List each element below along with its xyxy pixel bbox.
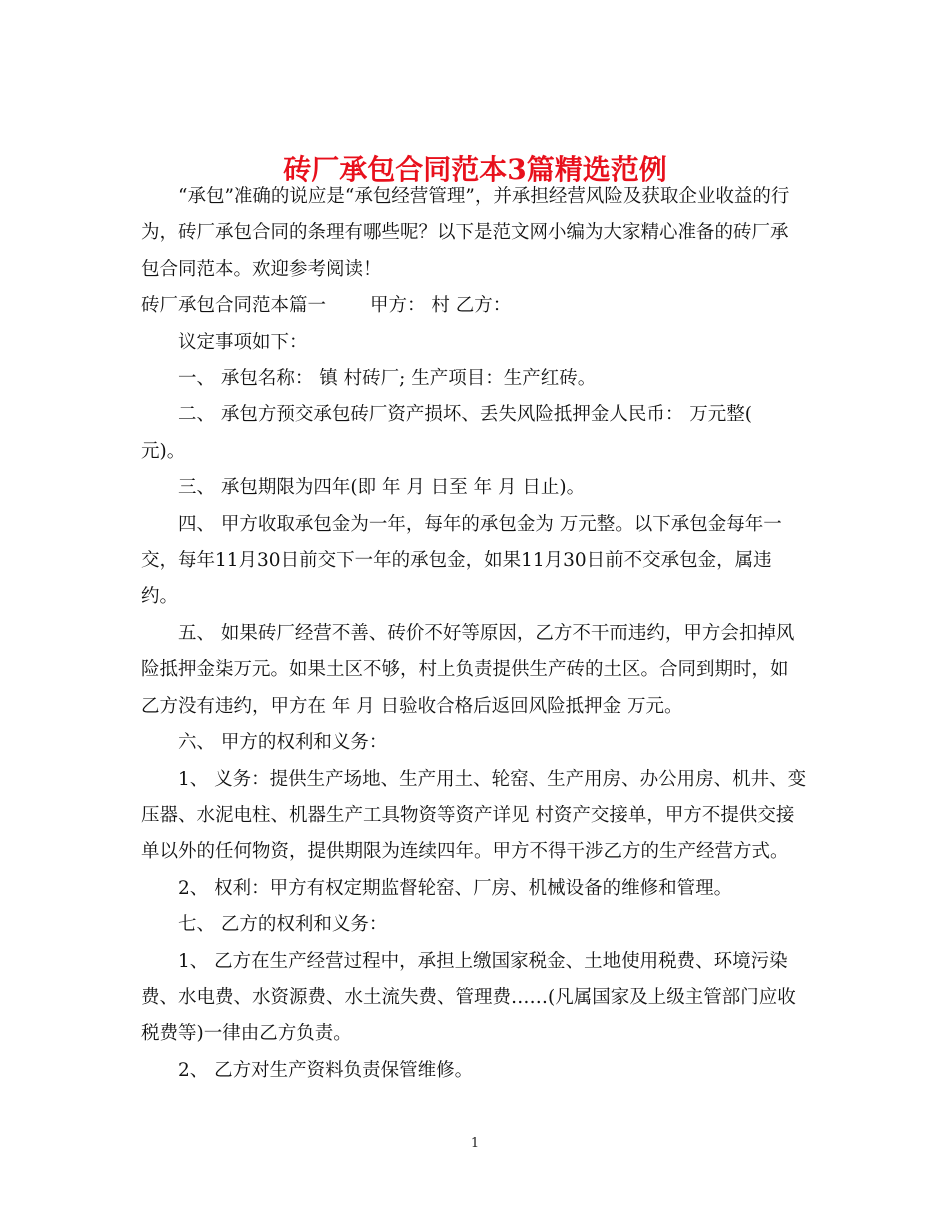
clause-4-line-2: 交，每年11月30日前交下一年的承包金，如果11月30日前不交承包金，属违 <box>141 550 772 572</box>
section-heading-line <box>141 288 791 324</box>
clause-7-1-line-2: 费、水电费、水资源费、水土流失费、管理费……(凡属国家及上级主管部门应收 <box>141 986 796 1008</box>
clause-4-line-3: 约。 <box>141 586 179 608</box>
clause-7-heading: 七、 乙方的权利和义务： <box>178 914 388 936</box>
contract-parties: 甲方： 村 乙方： <box>370 295 512 317</box>
clause-5-line-2: 险抵押金柒万元。如果土区不够，村上负责提供生产砖的土区。合同到期时，如 <box>141 659 789 681</box>
agreed-items-intro: 议定事项如下： <box>178 331 308 353</box>
intro-line-2: 为，砖厂承包合同的条理有哪些呢？以下是范文网小编为大家精心准备的砖厂承 <box>141 222 789 244</box>
clause-7-1-line-1: 1、 乙方在生产经营过程中，承担上缴国家税金、土地使用税费、环境污染 <box>178 950 788 972</box>
page-number: 1 <box>470 1136 480 1151</box>
clause-6-heading: 六、 甲方的权利和义务： <box>178 732 388 754</box>
clause-2-line-1: 二、 承包方预交承包砖厂资产损坏、丢失风险抵押金人民币： 万元整( <box>178 404 752 426</box>
section-heading: 砖厂承包合同范本篇一 <box>141 295 327 317</box>
clause-7-1-line-3: 税费等)一律由乙方负责。 <box>141 1023 352 1045</box>
clause-6-1-line-1: 1、 义务：提供生产场地、生产用土、轮窑、生产用房、办公用房、机井、变 <box>178 768 807 790</box>
clause-6-1-line-2: 压器、水泥电柱、机器生产工具物资等资产详见 村资产交接单，甲方不提供交接 <box>141 804 795 826</box>
document-body <box>141 179 807 1089</box>
clause-7-2: 2、 乙方对生产资料负责保管维修。 <box>178 1059 474 1081</box>
clause-5-line-1: 五、 如果砖厂经营不善、砖价不好等原因，乙方不干而违约，甲方会扣掉风 <box>178 622 795 644</box>
document-title: 砖厂承包合同范本3篇精选范例 <box>283 152 667 186</box>
clause-2-line-2: 元)。 <box>141 440 186 462</box>
clause-1: 一、 承包名称： 镇 村砖厂; 生产项目：生产红砖。 <box>178 368 597 390</box>
clause-5-line-3: 乙方没有违约，甲方在 年 月 日验收合格后返回风险抵押金 万元。 <box>141 695 683 717</box>
clause-6-2: 2、 权利：甲方有权定期监督轮窑、厂房、机械设备的维修和管理。 <box>178 877 733 899</box>
clause-6-1-line-3: 单以外的任何物资，提供期限为连续四年。甲方不得干涉乙方的生产经营方式。 <box>141 841 789 863</box>
intro-line-3: 包合同范本。欢迎参考阅读！ <box>141 258 382 280</box>
clause-4-line-1: 四、 甲方收取承包金为一年，每年的承包金为 万元整。以下承包金每年一 <box>178 513 782 535</box>
clause-3: 三、 承包期限为四年(即 年 月 日至 年 月 日止)。 <box>178 477 586 499</box>
intro-line-1: “承包”准确的说应是“承包经营管理”，并承担经营风险及获取企业收益的行 <box>178 186 790 207</box>
